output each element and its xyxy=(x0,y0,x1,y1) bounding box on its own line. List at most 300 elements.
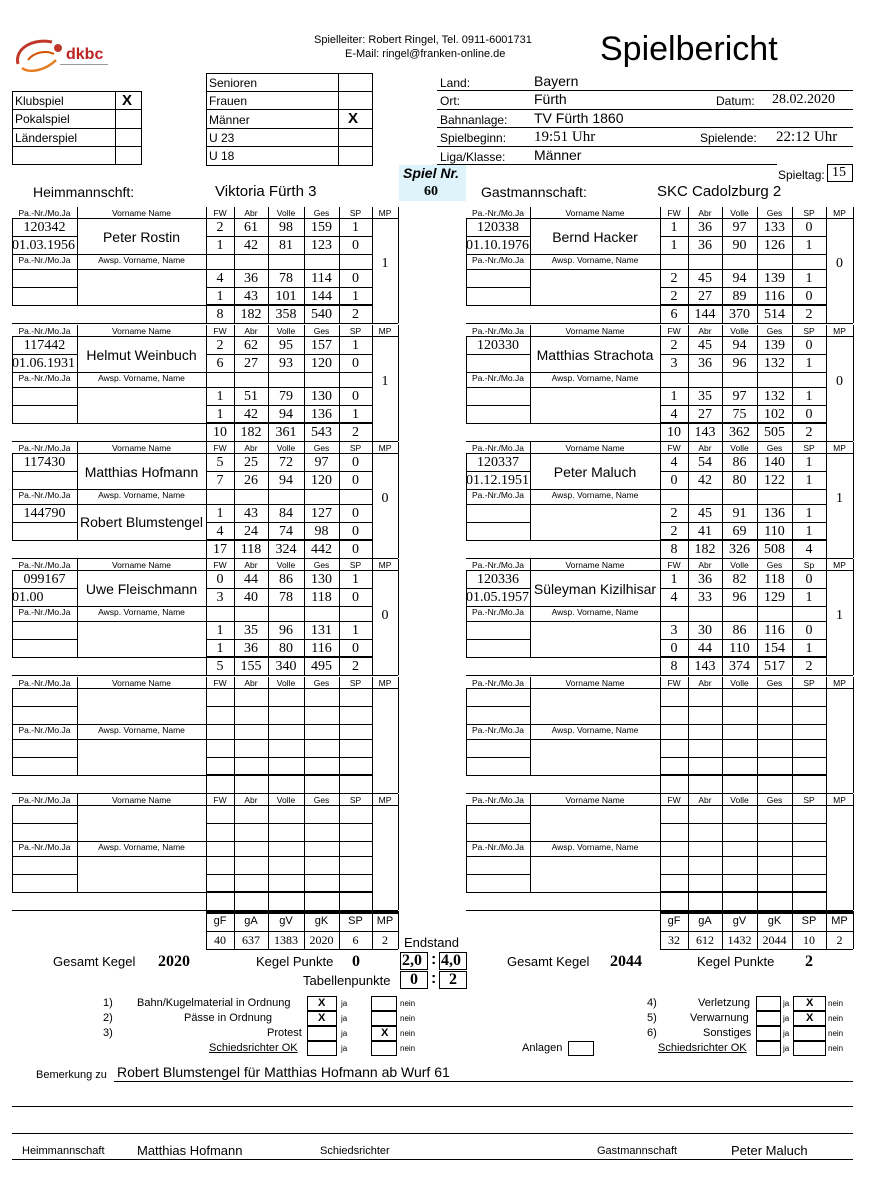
g-row-0-volle: 94 xyxy=(732,338,747,353)
h-b0-hdr-volle: Volle xyxy=(276,208,296,218)
right-ja-0: ja xyxy=(783,999,790,1008)
h-row-1-abr: 42 xyxy=(244,238,258,253)
h-row-1-abr: 40 xyxy=(244,590,258,605)
h-total-abr: 118 xyxy=(240,542,262,557)
gast-sign-label: Gastmannschaft xyxy=(597,1145,678,1157)
g-player-mp: 0 xyxy=(836,374,843,389)
h-row-1-volle: 78 xyxy=(279,590,293,605)
g-b0-hdr-pass: Pa.-Nr./Mo.Ja xyxy=(472,208,524,218)
h-b3-hdr-sp: SP xyxy=(349,560,362,570)
g-b2-hdr-awsp: Awsp. Vorname, Name xyxy=(551,490,639,500)
logo-text: dkbc xyxy=(66,46,104,63)
g-row-3-sp: 0 xyxy=(805,407,813,422)
right-nein-box-2[interactable] xyxy=(793,1026,826,1041)
right-ja-box-3[interactable] xyxy=(756,1041,781,1056)
g-row-0-ges: 133 xyxy=(764,220,785,235)
h-total-sp: 2 xyxy=(352,425,359,440)
guest-kp-label: Kegel Punkte xyxy=(697,954,775,969)
h-row-3-abr: 42 xyxy=(244,407,258,422)
g-b2-hdr-abr: Abr xyxy=(698,443,712,453)
h-b0-hdr-awsp-pass: Pa.-Nr./Mo.Ja xyxy=(18,255,71,265)
g-total-sp: 2 xyxy=(805,307,813,322)
h-b0-hdr-ges: Ges xyxy=(313,208,330,218)
g-row-2-fw: 3 xyxy=(670,623,678,638)
g-row-0-fw: 1 xyxy=(670,572,678,587)
h-total-abr: 182 xyxy=(240,307,262,322)
h-row-2-volle: 96 xyxy=(279,623,293,638)
g-row-2-fw: 1 xyxy=(670,389,678,404)
klubspiel-mark: X xyxy=(122,92,133,109)
g-row-0-ges: 140 xyxy=(764,455,785,470)
g-row-1-volle: 96 xyxy=(732,590,747,605)
g-row-3-volle: 89 xyxy=(732,289,747,304)
h-row-1-fw: 1 xyxy=(216,238,224,253)
h-player-mp: 0 xyxy=(381,491,389,506)
h-row-3-sp: 0 xyxy=(352,641,359,656)
guest-grand-5: 2 xyxy=(836,933,843,947)
home-total-label-4: SP xyxy=(348,915,363,927)
tabellen-label: Tabellenpunkte xyxy=(303,973,391,988)
left-ja-2: ja xyxy=(341,1029,348,1038)
g-b4-hdr-mp: MP xyxy=(833,678,846,688)
g-player-born: 01.10.1976 xyxy=(466,238,529,253)
g-row-0-ges: 118 xyxy=(764,572,785,587)
g-row-1-sp: 1 xyxy=(805,238,813,253)
home-gesamt-label: Gesamt Kegel xyxy=(53,954,136,969)
h-row-2-ges: 127 xyxy=(311,506,332,521)
h-player-pass: 120342 xyxy=(23,220,66,235)
g-b3-hdr-awsp-pass: Pa.-Nr./Mo.Ja xyxy=(472,607,524,617)
g-row-2-fw: 2 xyxy=(670,506,678,521)
right-ja-box-2[interactable] xyxy=(756,1026,781,1041)
g-b3-hdr-volle: Volle xyxy=(730,560,749,570)
check-num-2: 2) xyxy=(103,1012,113,1024)
home-grand-3: 2020 xyxy=(309,933,334,947)
h-row-0-volle: 86 xyxy=(279,572,293,587)
g-row-0-volle: 82 xyxy=(732,572,747,587)
left-mark-3: X xyxy=(381,1027,389,1039)
guest-grand-3: 2044 xyxy=(762,933,787,947)
right-ja-1: ja xyxy=(783,1014,790,1023)
g-row-0-abr: 36 xyxy=(698,220,712,235)
g-player-pass: 120330 xyxy=(477,338,519,353)
h-row-1-volle: 94 xyxy=(279,473,293,488)
g-b0-hdr-abr: Abr xyxy=(698,208,712,218)
h-row-2-sp: 0 xyxy=(352,389,359,404)
right-nein-box-3[interactable] xyxy=(793,1041,826,1056)
left-nein-box-1[interactable] xyxy=(371,1011,397,1026)
g-row-2-volle: 91 xyxy=(732,506,747,521)
h-row-1-fw: 7 xyxy=(216,473,224,488)
g-row-2-sp: 0 xyxy=(805,623,813,638)
g-row-2-sp: 1 xyxy=(805,389,813,404)
h-row-0-fw: 2 xyxy=(216,338,224,353)
g-b0-hdr-volle: Volle xyxy=(730,208,749,218)
g-total-ges: 508 xyxy=(764,542,785,557)
h-row-0-sp: 1 xyxy=(352,220,359,235)
h-row-2-sp: 0 xyxy=(352,506,359,521)
g-b4-hdr-fw: FW xyxy=(667,678,681,688)
endstand-label: Endstand xyxy=(404,935,459,950)
left-mark-2: X xyxy=(318,1012,326,1024)
g-row-2-ges: 136 xyxy=(764,506,785,521)
guest-grand-0: 32 xyxy=(668,933,680,947)
g-row-0-volle: 86 xyxy=(732,455,747,470)
g-b1-hdr-sp: SP xyxy=(803,326,815,336)
g-row-3-abr: 27 xyxy=(698,407,712,422)
g-b1-hdr-fw: FW xyxy=(667,326,681,336)
h-total-fw: 5 xyxy=(216,659,224,674)
laenderspiel-label: Länderspiel xyxy=(15,131,78,145)
g-row-2-volle: 94 xyxy=(732,271,747,286)
g-player-pass: 120337 xyxy=(477,455,519,470)
h-total-volle: 324 xyxy=(275,542,297,557)
h-row-2-sp: 0 xyxy=(352,271,359,286)
h-awsp-name: Robert Blumstengel xyxy=(80,514,203,530)
g-b5-hdr-volle: Volle xyxy=(730,795,749,805)
g-total-abr: 143 xyxy=(694,659,716,674)
h-row-0-volle: 95 xyxy=(279,338,293,353)
home-total-label-5: MP xyxy=(376,915,394,927)
g-player-mp: 1 xyxy=(836,491,843,506)
h-b2-hdr-fw: FW xyxy=(213,443,227,453)
g-b2-hdr-mp: MP xyxy=(833,443,846,453)
bahnanlage-label: Bahnanlage: xyxy=(440,113,508,127)
g-b5-hdr-ges: Ges xyxy=(766,795,783,805)
home-total-label-0: gF xyxy=(213,915,227,927)
g-row-0-fw: 2 xyxy=(670,338,678,353)
h-row-2-abr: 51 xyxy=(244,389,258,404)
ort-value: Fürth xyxy=(534,91,567,107)
home-kp-label: Kegel Punkte xyxy=(256,954,334,969)
h-player-mp: 0 xyxy=(381,608,389,623)
g-row-3-ges: 110 xyxy=(764,524,785,539)
g-total-abr: 182 xyxy=(694,542,716,557)
h-row-1-ges: 120 xyxy=(311,473,332,488)
h-row-3-fw: 1 xyxy=(216,407,224,422)
h-b0-hdr-fw: FW xyxy=(213,208,227,218)
g-b0-hdr-sp: SP xyxy=(803,208,815,218)
g-b3-hdr-vorname: Vorname Name xyxy=(565,560,625,570)
h-row-3-volle: 80 xyxy=(279,641,293,656)
g-b1-hdr-mp: MP xyxy=(833,326,846,336)
g-row-2-abr: 30 xyxy=(698,623,712,638)
g-row-3-ges: 116 xyxy=(764,289,785,304)
guest-kp-value: 2 xyxy=(805,953,813,970)
h-player-name: Peter Rostin xyxy=(102,229,181,245)
g-row-2-ges: 139 xyxy=(764,271,785,286)
g-b1-hdr-abr: Abr xyxy=(698,326,712,336)
dkbc-logo xyxy=(12,34,112,76)
guest-team-label: Gastmannschaft: xyxy=(481,184,587,200)
g-b2-hdr-sp: SP xyxy=(803,443,815,453)
g-row-1-volle: 80 xyxy=(732,473,747,488)
h-row-3-volle: 94 xyxy=(279,407,293,422)
g-total-sp: 4 xyxy=(805,542,813,557)
h-row-1-volle: 93 xyxy=(279,356,293,371)
h-b1-hdr-mp: MP xyxy=(378,326,392,336)
g-row-1-ges: 122 xyxy=(764,473,785,488)
h-row-0-ges: 97 xyxy=(314,455,329,470)
h-b4-hdr-fw: FW xyxy=(213,678,227,688)
guest-total-label-0: gF xyxy=(667,915,681,927)
h-b1-hdr-awsp-pass: Pa.-Nr./Mo.Ja xyxy=(18,373,71,383)
heim-sign-value: Matthias Hofmann xyxy=(137,1143,243,1158)
g-row-3-sp: 0 xyxy=(805,289,813,304)
left-ja-box-3[interactable] xyxy=(307,1041,337,1056)
h-row-3-ges: 98 xyxy=(314,524,329,539)
g-row-0-abr: 54 xyxy=(698,455,712,470)
g-b2-hdr-fw: FW xyxy=(667,443,681,453)
g-row-3-sp: 1 xyxy=(805,641,813,656)
g-row-3-volle: 110 xyxy=(729,641,750,656)
g-b4-hdr-sp: SP xyxy=(803,678,815,688)
h-b4-hdr-mp: MP xyxy=(378,678,392,688)
tab-colon: : xyxy=(431,970,437,987)
g-player-mp: 1 xyxy=(836,608,843,623)
h-row-0-ges: 157 xyxy=(311,338,332,353)
g-row-2-volle: 97 xyxy=(732,389,747,404)
h-b4-hdr-abr: Abr xyxy=(244,678,258,688)
h-row-2-sp: 1 xyxy=(352,623,359,638)
h-b5-hdr-fw: FW xyxy=(213,795,227,805)
g-b5-hdr-pass: Pa.-Nr./Mo.Ja xyxy=(472,795,524,805)
g-row-3-ges: 102 xyxy=(764,407,785,422)
anlagen-box[interactable] xyxy=(568,1041,594,1056)
liga-label: Liga/Klasse: xyxy=(440,150,506,164)
g-row-2-sp: 1 xyxy=(805,506,813,521)
gast-sign-value: Peter Maluch xyxy=(731,1143,808,1158)
g-row-0-volle: 97 xyxy=(732,220,747,235)
ort-label: Ort: xyxy=(440,94,460,108)
g-total-abr: 144 xyxy=(694,307,716,322)
h-row-1-volle: 81 xyxy=(279,238,293,253)
h-b0-hdr-mp: MP xyxy=(378,208,392,218)
h-b3-hdr-pass: Pa.-Nr./Mo.Ja xyxy=(18,560,71,570)
g-b2-hdr-awsp-pass: Pa.-Nr./Mo.Ja xyxy=(472,490,524,500)
score-home: 2,0 xyxy=(402,952,422,969)
home-total-label-3: gK xyxy=(314,915,329,927)
h-b3-hdr-fw: FW xyxy=(213,560,227,570)
g-row-2-volle: 86 xyxy=(732,623,747,638)
g-row-1-abr: 36 xyxy=(698,238,712,253)
h-row-2-fw: 1 xyxy=(216,623,224,638)
g-row-2-abr: 35 xyxy=(698,389,712,404)
g-player-born: 01.05.1957 xyxy=(466,590,529,605)
h-row-1-sp: 0 xyxy=(352,238,359,253)
g-b3-hdr-fw: FW xyxy=(667,560,681,570)
g-total-fw: 8 xyxy=(670,659,678,674)
g-row-3-fw: 2 xyxy=(670,289,678,304)
h-b5-hdr-abr: Abr xyxy=(244,795,258,805)
g-total-fw: 10 xyxy=(667,425,681,440)
left-nein-0: nein xyxy=(400,999,416,1008)
left-nein-3: nein xyxy=(400,1044,416,1053)
right-mark-5: X xyxy=(806,1012,814,1024)
h-row-2-ges: 131 xyxy=(311,623,332,638)
left-nein-box-0[interactable] xyxy=(371,996,397,1011)
g-row-0-sp: 1 xyxy=(805,455,813,470)
g-row-0-sp: 0 xyxy=(805,220,813,235)
g-total-abr: 143 xyxy=(694,425,716,440)
check-num-6: 6) xyxy=(647,1027,657,1039)
h-total-volle: 358 xyxy=(275,307,297,322)
g-row-0-abr: 45 xyxy=(698,338,712,353)
right-ja-3: ja xyxy=(783,1044,790,1053)
g-row-0-ges: 139 xyxy=(764,338,785,353)
g-player-name: Matthias Strachota xyxy=(536,347,654,363)
spielleiter: Spielleiter: Robert Ringel, Tel. 0911-6001731 xyxy=(314,34,532,46)
spielende-label: Spielende: xyxy=(700,131,757,145)
g-total-ges: 517 xyxy=(764,659,785,674)
guest-grand-1: 612 xyxy=(696,933,714,947)
guest-total-label-5: MP xyxy=(831,915,848,927)
h-row-3-ges: 116 xyxy=(311,641,332,656)
h-row-3-volle: 101 xyxy=(275,289,297,304)
h-total-volle: 361 xyxy=(275,425,297,440)
left-nein-box-3[interactable] xyxy=(371,1041,397,1056)
g-b2-hdr-ges: Ges xyxy=(766,443,783,453)
senioren-label: Senioren xyxy=(209,76,258,90)
h-row-0-fw: 0 xyxy=(216,572,224,587)
u23-label: U 23 xyxy=(209,131,235,145)
h-row-3-abr: 36 xyxy=(244,641,258,656)
h-b4-hdr-pass: Pa.-Nr./Mo.Ja xyxy=(18,678,71,688)
g-b0-hdr-awsp-pass: Pa.-Nr./Mo.Ja xyxy=(472,255,524,265)
g-player-pass: 120338 xyxy=(477,220,519,235)
g-b4-hdr-awsp: Awsp. Vorname, Name xyxy=(551,725,639,735)
h-total-abr: 182 xyxy=(240,425,262,440)
g-row-1-abr: 33 xyxy=(698,590,712,605)
h-b0-hdr-pass: Pa.-Nr./Mo.Ja xyxy=(18,208,71,218)
h-b5-hdr-awsp: Awsp. Vorname, Name xyxy=(98,842,185,852)
spieltag-label: Spieltag: xyxy=(778,168,825,182)
h-total-sp: 0 xyxy=(352,542,359,557)
spielende-value: 22:12 Uhr xyxy=(776,129,838,145)
g-row-2-ges: 116 xyxy=(764,623,785,638)
check-label-1: Bahn/Kugelmaterial in Ordnung xyxy=(137,997,291,1009)
h-row-3-ges: 136 xyxy=(311,407,332,422)
h-b4-hdr-awsp-pass: Pa.-Nr./Mo.Ja xyxy=(18,725,71,735)
h-row-2-ges: 130 xyxy=(311,389,332,404)
g-b5-hdr-awsp-pass: Pa.-Nr./Mo.Ja xyxy=(472,842,524,852)
h-b4-hdr-sp: SP xyxy=(349,678,362,688)
h-row-3-abr: 43 xyxy=(244,289,258,304)
h-b2-hdr-volle: Volle xyxy=(276,443,296,453)
guest-grand-2: 1432 xyxy=(727,933,752,947)
home-total-label-1: gA xyxy=(244,915,258,927)
h-player-born: 01.06.1931 xyxy=(12,356,75,371)
g-total-fw: 6 xyxy=(670,307,678,322)
check-num-1: 1) xyxy=(103,997,113,1009)
h-b4-hdr-awsp: Awsp. Vorname, Name xyxy=(98,725,185,735)
h-b1-hdr-pass: Pa.-Nr./Mo.Ja xyxy=(18,326,71,336)
h-row-1-sp: 0 xyxy=(352,356,359,371)
land-label: Land: xyxy=(440,76,471,90)
g-row-1-sp: 1 xyxy=(805,356,813,371)
g-total-volle: 326 xyxy=(729,542,750,557)
check-num-5: 5) xyxy=(647,1012,657,1024)
left-ja-box-2[interactable] xyxy=(307,1026,337,1041)
h-row-0-sp: 0 xyxy=(352,455,359,470)
maenner-label: Männer xyxy=(209,113,250,127)
h-player-pass: 099167 xyxy=(23,572,66,587)
right-mark-4: X xyxy=(806,997,814,1009)
score-guest: 4,0 xyxy=(441,952,461,969)
g-total-sp: 2 xyxy=(805,659,813,674)
h-b5-hdr-vorname: Vorname Name xyxy=(111,795,172,805)
h-row-0-abr: 44 xyxy=(244,572,258,587)
email: E-Mail: ringel@franken-online.de xyxy=(345,48,506,60)
g-total-volle: 362 xyxy=(729,425,750,440)
right-ja-box-0[interactable] xyxy=(756,996,781,1011)
g-b3-hdr-mp: MP xyxy=(833,560,846,570)
g-b5-hdr-awsp: Awsp. Vorname, Name xyxy=(551,842,639,852)
h-row-3-fw: 4 xyxy=(216,524,224,539)
h-b0-hdr-vorname: Vorname Name xyxy=(111,208,172,218)
h-row-3-sp: 0 xyxy=(352,524,359,539)
g-row-1-volle: 96 xyxy=(732,356,747,371)
h-player-born: 01.03.1956 xyxy=(12,238,75,253)
liga-value: Männer xyxy=(534,147,582,163)
h-row-1-sp: 0 xyxy=(352,473,359,488)
h-row-1-ges: 123 xyxy=(311,238,332,253)
h-row-1-ges: 120 xyxy=(311,356,332,371)
h-total-fw: 10 xyxy=(213,425,227,440)
g-row-3-abr: 44 xyxy=(698,641,712,656)
g-row-1-volle: 90 xyxy=(732,238,747,253)
h-total-abr: 155 xyxy=(240,659,262,674)
g-row-2-sp: 1 xyxy=(805,271,813,286)
h-row-3-volle: 74 xyxy=(279,524,293,539)
g-total-ges: 505 xyxy=(764,425,785,440)
h-b2-hdr-sp: SP xyxy=(349,443,362,453)
u18-label: U 18 xyxy=(209,149,235,163)
datum-label: Datum: xyxy=(716,94,755,108)
g-b1-hdr-pass: Pa.-Nr./Mo.Ja xyxy=(472,326,524,336)
check-label-5: Verwarnung xyxy=(690,1012,749,1024)
spielnr-value: 60 xyxy=(424,184,438,199)
g-player-pass: 120336 xyxy=(477,572,519,587)
right-nein-0: nein xyxy=(828,999,844,1008)
h-row-0-volle: 72 xyxy=(279,455,293,470)
g-b3-hdr-pass: Pa.-Nr./Mo.Ja xyxy=(472,560,524,570)
h-row-0-abr: 62 xyxy=(244,338,258,353)
g-b1-hdr-awsp: Awsp. Vorname, Name xyxy=(551,373,639,383)
h-row-0-ges: 159 xyxy=(311,220,332,235)
g-total-volle: 374 xyxy=(729,659,750,674)
right-ja-box-1[interactable] xyxy=(756,1011,781,1026)
h-row-3-ges: 144 xyxy=(311,289,332,304)
h-b5-hdr-volle: Volle xyxy=(276,795,296,805)
guest-total-label-1: gA xyxy=(698,915,712,927)
home-grand-4: 6 xyxy=(352,933,359,947)
guest-gesamt-label: Gesamt Kegel xyxy=(507,954,590,969)
h-row-1-abr: 26 xyxy=(244,473,258,488)
h-row-3-fw: 1 xyxy=(216,641,224,656)
h-player-born: 01.00 xyxy=(12,590,44,605)
g-b5-hdr-abr: Abr xyxy=(698,795,712,805)
g-row-2-ges: 132 xyxy=(764,389,785,404)
spieltag-value: 15 xyxy=(832,165,846,180)
h-b5-hdr-ges: Ges xyxy=(313,795,330,805)
h-total-fw: 8 xyxy=(216,307,224,322)
g-b5-hdr-vorname: Vorname Name xyxy=(565,795,625,805)
h-total-ges: 495 xyxy=(311,659,332,674)
left-mark-1: X xyxy=(318,997,326,1009)
h-row-1-abr: 27 xyxy=(244,356,258,371)
g-row-1-fw: 1 xyxy=(670,238,678,253)
